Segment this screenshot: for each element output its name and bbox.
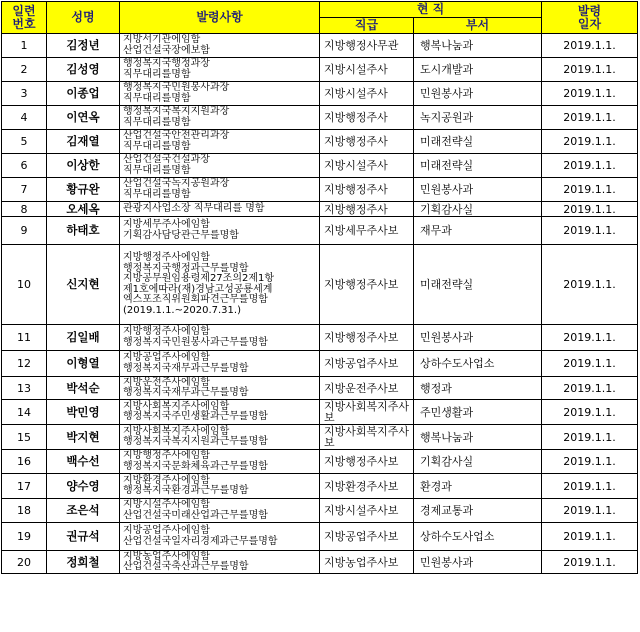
current-rank: 지방공업주사보: [320, 523, 414, 551]
current-rank: [320, 400, 414, 425]
person-name: 조은석: [47, 499, 120, 523]
current-dept: 미래전략실: [414, 154, 542, 178]
detail-line: 직무대리를명함: [123, 116, 191, 128]
row-number: 13: [2, 377, 47, 400]
row-number: 18: [2, 499, 47, 523]
person-name: 황규완: [47, 178, 120, 202]
current-rank: 지방행정주사: [320, 130, 414, 154]
table-row: [2, 450, 638, 474]
appointment-date: 2019.1.1.: [542, 523, 638, 551]
appointment-date: 2019.1.1.: [542, 154, 638, 178]
person-name: 김재열: [47, 130, 120, 154]
detail-line: 직무대리를명함: [123, 140, 191, 152]
appointment-details: [120, 523, 320, 551]
detail-line: 직무대리를명함: [123, 92, 191, 104]
table-row: [2, 523, 638, 551]
row-number: 15: [2, 425, 47, 450]
header-rank: 직급: [320, 18, 414, 34]
detail-line: 행정복지국환경과근무를명함: [123, 485, 249, 496]
detail-line: 산업건설국미래산업과근무를명함: [123, 509, 268, 521]
current-rank: 지방시설주사: [320, 58, 414, 82]
row-number: 12: [2, 351, 47, 377]
person-name: 김정년: [47, 34, 120, 58]
detail-line: 지방공업주사에임함: [123, 352, 210, 363]
detail-line: 지방세무주사에임함: [123, 219, 210, 230]
detail-line: 기획감사담당관근무를명함: [123, 229, 239, 241]
row-number: 7: [2, 178, 47, 202]
detail-line: (2019.1.1.~2020.7.31.): [123, 304, 241, 316]
detail-line: 지방사회복지주사에임함: [123, 425, 230, 437]
detail-line: 행정복지국민원봉사과장: [123, 82, 230, 93]
appointment-details: [120, 245, 320, 325]
header-name: 성명: [47, 2, 120, 34]
detail-line: 산업건설국축산과근무를명함: [123, 561, 249, 572]
person-name: 이종업: [47, 82, 120, 106]
appointment-date: 2019.1.1.: [542, 499, 638, 523]
person-name: 박지현: [47, 425, 120, 450]
appointment-date: 2019.1.1.: [542, 377, 638, 400]
row-number: 4: [2, 106, 47, 130]
detail-line: 지방운전주사에임함: [123, 376, 210, 388]
detail-line: 제1호에따라(재)경남고성공룡세계: [123, 283, 273, 295]
appointment-details: [120, 82, 320, 106]
current-dept: 행복나눔과: [414, 425, 542, 450]
table-row: [2, 178, 638, 202]
current-rank: 지방행정주사: [320, 106, 414, 130]
person-name: 김일배: [47, 325, 120, 351]
person-name: 정희철: [47, 551, 120, 574]
person-name: 이상한: [47, 154, 120, 178]
detail-line: 지방환경주사에임함: [123, 474, 210, 486]
current-rank: 지방시설주사: [320, 82, 414, 106]
header-details: 발령사항: [120, 2, 320, 34]
appointment-details: [120, 450, 320, 474]
current-dept: 녹지공원과: [414, 106, 542, 130]
appointment-date: 2019.1.1.: [542, 58, 638, 82]
detail-line: 지방행정주사에임함: [123, 450, 210, 461]
current-rank: 지방행정주사: [320, 202, 414, 217]
row-number: 1: [2, 34, 47, 58]
table-row: [2, 154, 638, 178]
detail-line: 관광지사업소장 직무대리를 명함: [123, 202, 265, 214]
detail-line: 산업건설국일자리경제과근무를명함: [123, 535, 278, 547]
detail-line: 행정복지국복지지원과장: [123, 106, 230, 117]
person-name: 백수선: [47, 450, 120, 474]
table-row: [2, 474, 638, 499]
table-row: [2, 377, 638, 400]
current-dept: 미래전략실: [414, 245, 542, 325]
person-name: 오세옥: [47, 202, 120, 217]
table-header: [2, 2, 638, 34]
current-dept: 행정과: [414, 377, 542, 400]
current-dept: 기획감사실: [414, 450, 542, 474]
rank-line: 지방사회복지주사: [324, 400, 410, 413]
person-name: 양수영: [47, 474, 120, 499]
row-number: 10: [2, 245, 47, 325]
detail-line: 산업건설국녹지공원과장: [123, 178, 230, 189]
appointment-date: 2019.1.1.: [542, 245, 638, 325]
appointment-details: [120, 106, 320, 130]
row-number: 17: [2, 474, 47, 499]
current-rank: 지방행정주사보: [320, 325, 414, 351]
appointment-date: 2019.1.1.: [542, 400, 638, 425]
appointment-details: [120, 58, 320, 82]
current-dept: 재무과: [414, 217, 542, 245]
appointment-table: [1, 1, 638, 574]
table-row: [2, 400, 638, 425]
appointment-date: 2019.1.1.: [542, 551, 638, 574]
current-rank: 지방시설주사: [320, 154, 414, 178]
appointment-date: 2019.1.1.: [542, 202, 638, 217]
appointment-details: [120, 551, 320, 574]
table-row: [2, 130, 638, 154]
current-rank: 지방시설주사보: [320, 499, 414, 523]
appointment-details: [120, 217, 320, 245]
current-dept: 민원봉사과: [414, 178, 542, 202]
appointment-date: 2019.1.1.: [542, 325, 638, 351]
current-dept: 도시개발과: [414, 58, 542, 82]
current-dept: 미래전략실: [414, 130, 542, 154]
current-rank: 지방운전주사보: [320, 377, 414, 400]
appointment-date: 2019.1.1.: [542, 450, 638, 474]
detail-line: 직무대리를명함: [123, 164, 191, 176]
appointment-details: [120, 499, 320, 523]
current-dept: 기획감사실: [414, 202, 542, 217]
current-dept: 주민생활과: [414, 400, 542, 425]
appointment-date: 2019.1.1.: [542, 178, 638, 202]
current-dept: 경제교통과: [414, 499, 542, 523]
row-number: 8: [2, 202, 47, 217]
current-rank: 지방행정주사보: [320, 450, 414, 474]
row-number: 9: [2, 217, 47, 245]
row-number: 6: [2, 154, 47, 178]
appointment-table-wrapper: [1, 1, 639, 630]
person-name: 이연옥: [47, 106, 120, 130]
rank-line: 지방사회복지주사: [324, 425, 410, 438]
person-name: 권규석: [47, 523, 120, 551]
person-name: 이형열: [47, 351, 120, 377]
detail-line: 지방서기관에임함: [123, 34, 201, 45]
appointment-details: [120, 178, 320, 202]
detail-line: 지방행정주사에임함: [123, 326, 210, 337]
appointment-details: [120, 202, 320, 217]
row-number: 11: [2, 325, 47, 351]
current-dept: 민원봉사과: [414, 82, 542, 106]
table-row: [2, 499, 638, 523]
current-dept: 민원봉사과: [414, 551, 542, 574]
appointment-details: [120, 34, 320, 58]
row-number: 20: [2, 551, 47, 574]
detail-line: 행정복지국민원봉사과근무를명함: [123, 336, 268, 348]
detail-line: 행정복지국행정과근무를명함: [123, 262, 249, 274]
table-body: [2, 34, 638, 574]
detail-line: 직무대리를명함: [123, 188, 191, 200]
header-current: 현 직: [320, 2, 542, 18]
rank-line: 보: [324, 411, 335, 424]
appointment-date: 2019.1.1.: [542, 425, 638, 450]
appointment-details: [120, 154, 320, 178]
row-number: 2: [2, 58, 47, 82]
detail-line: 산업건설국안전관리과장: [123, 130, 230, 141]
detail-line: 행정복지국행정과장: [123, 58, 210, 69]
header-dept: 부서: [414, 18, 542, 34]
detail-line: 행정복지국재무과근무를명함: [123, 387, 249, 398]
appointment-details: [120, 425, 320, 450]
person-name: 박민영: [47, 400, 120, 425]
detail-line: 지방행정주사에임함: [123, 252, 210, 263]
row-number: 14: [2, 400, 47, 425]
appointment-date: 2019.1.1.: [542, 217, 638, 245]
person-name: 김성영: [47, 58, 120, 82]
table-row: [2, 34, 638, 58]
header-no: 일련 번호: [2, 2, 47, 34]
appointment-date: 2019.1.1.: [542, 34, 638, 58]
person-name: 신지현: [47, 245, 120, 325]
appointment-details: [120, 377, 320, 400]
detail-line: 지방공무원임용령제27조의2제1항: [123, 273, 275, 284]
table-row: [2, 245, 638, 325]
appointment-date: 2019.1.1.: [542, 130, 638, 154]
current-rank: 지방세무주사보: [320, 217, 414, 245]
table-row: [2, 325, 638, 351]
appointment-date: 2019.1.1.: [542, 474, 638, 499]
row-number: 16: [2, 450, 47, 474]
detail-line: 산업건설국장에보함: [123, 44, 210, 56]
current-rank: 지방행정사무관: [320, 34, 414, 58]
table-row: [2, 217, 638, 245]
row-number: 19: [2, 523, 47, 551]
current-dept: 환경과: [414, 474, 542, 499]
appointment-date: 2019.1.1.: [542, 82, 638, 106]
current-dept: 민원봉사과: [414, 325, 542, 351]
current-rank: 지방행정주사보: [320, 245, 414, 325]
table-row: [2, 82, 638, 106]
detail-line: 지방사회복지주사에임함: [123, 400, 230, 412]
row-number: 3: [2, 82, 47, 106]
current-rank: [320, 425, 414, 450]
table-row: [2, 425, 638, 450]
appointment-details: [120, 325, 320, 351]
person-name: 박석순: [47, 377, 120, 400]
appointment-details: [120, 351, 320, 377]
detail-line: 엑스포조직위원회파견근무를명함: [123, 294, 268, 305]
table-row: [2, 202, 638, 217]
appointment-details: [120, 474, 320, 499]
current-dept: 행복나눔과: [414, 34, 542, 58]
detail-line: 행정복지국문화체육과근무를명함: [123, 460, 268, 472]
appointment-details: [120, 400, 320, 425]
table-row: [2, 58, 638, 82]
detail-line: 행정복지국복지지원과근무를명함: [123, 436, 268, 447]
detail-line: 직무대리를명함: [123, 68, 191, 80]
row-number: 5: [2, 130, 47, 154]
current-rank: 지방공업주사보: [320, 351, 414, 377]
detail-line: 행정복지국주민생활과근무를명함: [123, 411, 268, 422]
detail-line: 지방공업주사에임함: [123, 525, 210, 536]
current-rank: 지방행정주사: [320, 178, 414, 202]
table-row: [2, 351, 638, 377]
detail-line: 산업건설국건설과장: [123, 154, 210, 165]
detail-line: 지방농업주사에임함: [123, 550, 210, 562]
current-rank: 지방농업주사보: [320, 551, 414, 574]
current-rank: 지방환경주사보: [320, 474, 414, 499]
current-dept: 상하수도사업소: [414, 523, 542, 551]
header-date: 발령 일자: [542, 2, 638, 34]
appointment-details: [120, 130, 320, 154]
detail-line: 행정복지국재무과근무를명함: [123, 362, 249, 374]
appointment-date: 2019.1.1.: [542, 351, 638, 377]
person-name: 하태호: [47, 217, 120, 245]
table-row: [2, 106, 638, 130]
current-dept: 상하수도사업소: [414, 351, 542, 377]
appointment-date: 2019.1.1.: [542, 106, 638, 130]
table-row: [2, 551, 638, 574]
detail-line: 지방시설주사에임함: [123, 499, 210, 510]
rank-line: 보: [324, 436, 335, 449]
